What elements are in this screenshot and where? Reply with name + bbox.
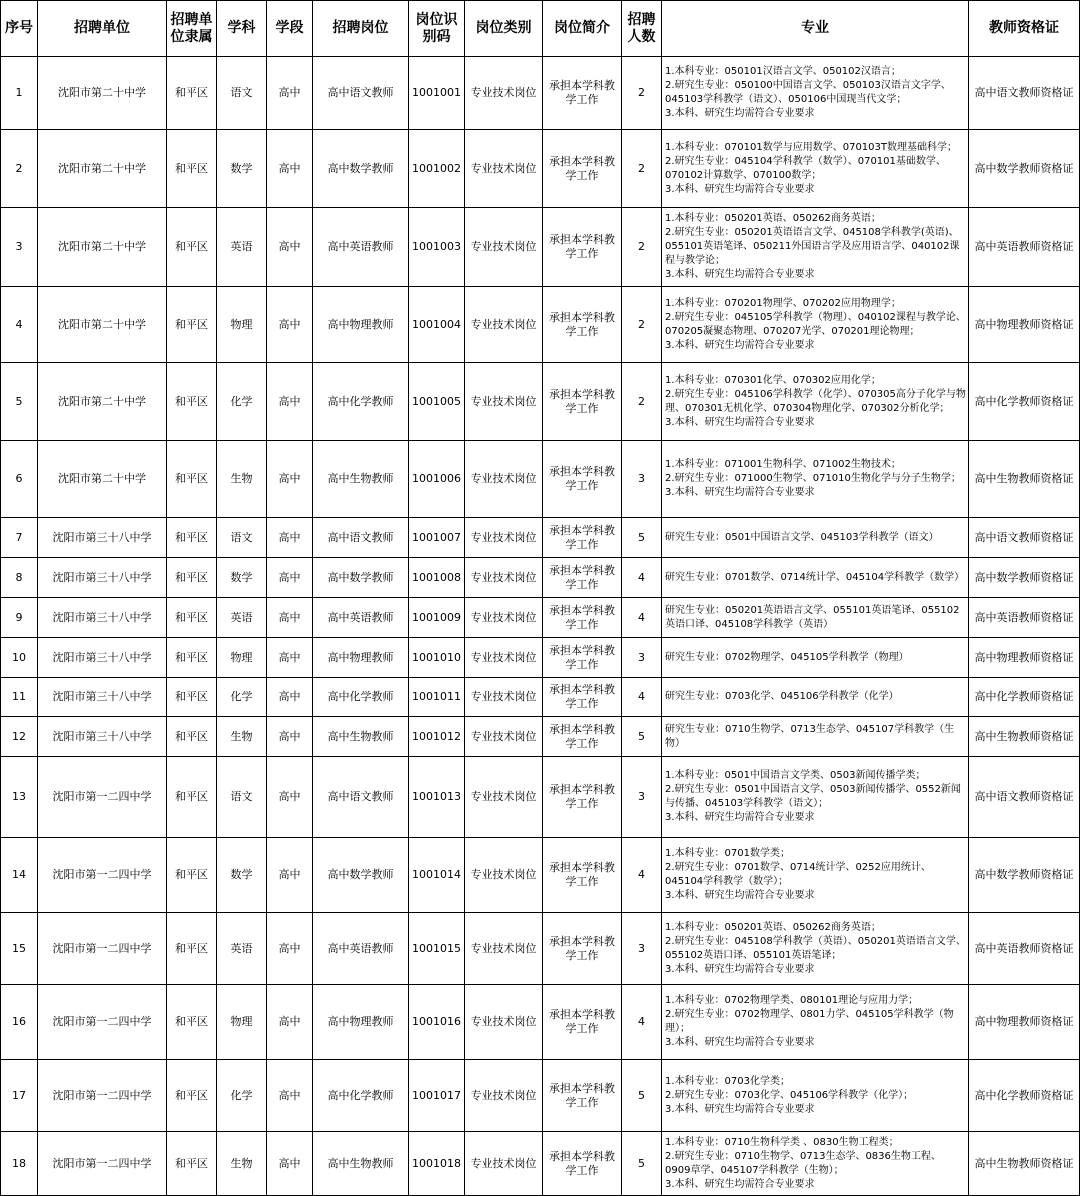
cell-position: 高中语文教师 <box>313 757 409 838</box>
cell-count: 4 <box>622 678 662 717</box>
cell-position: 高中数学教师 <box>313 558 409 598</box>
cell-district: 和平区 <box>167 638 217 678</box>
header-row <box>1 1 1080 57</box>
cell-code: 1001010 <box>409 638 465 678</box>
cell-brief: 承担本学科教学工作 <box>543 130 622 208</box>
cell-subject: 生物 <box>217 1132 267 1196</box>
cell-code: 1001003 <box>409 208 465 287</box>
cell-subject: 语文 <box>217 57 267 130</box>
cell-cert: 高中物理教师资格证 <box>969 985 1080 1060</box>
cell-stage: 高中 <box>267 363 313 441</box>
cell-category: 专业技术岗位 <box>465 57 543 130</box>
cell-position: 高中数学教师 <box>313 130 409 208</box>
cell-subject: 物理 <box>217 985 267 1060</box>
cell-major: 1.本科专业：0703化学类； 2.研究生专业：0703化学、045106学科教学（化学）； 3.本科、研究生均需符合专业要求 <box>662 1060 969 1132</box>
cell-brief: 承担本学科教学工作 <box>543 757 622 838</box>
cell-count: 5 <box>622 717 662 757</box>
cell-unit: 沈阳市第一二四中学 <box>38 985 167 1060</box>
header-seq: 序号 <box>1 1 38 57</box>
cell-stage: 高中 <box>267 518 313 558</box>
cell-subject: 英语 <box>217 598 267 638</box>
table-row <box>1 208 1080 287</box>
cell-major: 1.本科专业：0501中国语言文学类、0503新闻传播学类； 2.研究生专业：0501中国语言文学、0503新闻传播学、0552新闻与传播、045103学科教学（语文）； 3.本科、研究生均需符合专业要求 <box>662 757 969 838</box>
cell-position: 高中语文教师 <box>313 57 409 130</box>
cell-unit: 沈阳市第二十中学 <box>38 208 167 287</box>
table-row <box>1 678 1080 717</box>
cell-stage: 高中 <box>267 1132 313 1196</box>
cell-brief: 承担本学科教学工作 <box>543 518 622 558</box>
cell-brief: 承担本学科教学工作 <box>543 558 622 598</box>
cell-major: 1.本科专业：070201物理学、070202应用物理学； 2.研究生专业：045105学科教学（物理）、040102课程与教学论、070205凝聚态物理、070207光学、070201理论物理； 3.本科、研究生均需符合专业要求 <box>662 287 969 363</box>
cell-code: 1001014 <box>409 838 465 913</box>
cell-unit: 沈阳市第二十中学 <box>38 130 167 208</box>
table-row <box>1 757 1080 838</box>
cell-unit: 沈阳市第二十中学 <box>38 363 167 441</box>
cell-seq: 8 <box>1 558 38 598</box>
cell-count: 2 <box>622 287 662 363</box>
cell-stage: 高中 <box>267 130 313 208</box>
cell-unit: 沈阳市第三十八中学 <box>38 678 167 717</box>
cell-category: 专业技术岗位 <box>465 363 543 441</box>
cell-category: 专业技术岗位 <box>465 638 543 678</box>
cell-stage: 高中 <box>267 598 313 638</box>
table-row <box>1 985 1080 1060</box>
cell-subject: 数学 <box>217 130 267 208</box>
header-category: 岗位类别 <box>465 1 543 57</box>
cell-district: 和平区 <box>167 838 217 913</box>
cell-cert: 高中生物教师资格证 <box>969 1132 1080 1196</box>
cell-count: 3 <box>622 913 662 985</box>
cell-brief: 承担本学科教学工作 <box>543 678 622 717</box>
cell-unit: 沈阳市第二十中学 <box>38 57 167 130</box>
cell-code: 1001017 <box>409 1060 465 1132</box>
cell-major: 研究生专业：0703化学、045106学科教学（化学） <box>662 678 969 717</box>
cell-position: 高中化学教师 <box>313 1060 409 1132</box>
cell-position: 高中化学教师 <box>313 363 409 441</box>
cell-unit: 沈阳市第三十八中学 <box>38 638 167 678</box>
cell-seq: 17 <box>1 1060 38 1132</box>
cell-position: 高中英语教师 <box>313 598 409 638</box>
cell-position: 高中物理教师 <box>313 287 409 363</box>
cell-major: 研究生专业：0501中国语言文学、045103学科教学（语文） <box>662 518 969 558</box>
cell-major: 1.本科专业：0701数学类； 2.研究生专业：0701数学、0714统计学、0252应用统计、045104学科教学（数学）； 3.本科、研究生均需符合专业要求 <box>662 838 969 913</box>
cell-position: 高中生物教师 <box>313 441 409 518</box>
cell-position: 高中化学教师 <box>313 678 409 717</box>
cell-seq: 6 <box>1 441 38 518</box>
cell-brief: 承担本学科教学工作 <box>543 838 622 913</box>
cell-unit: 沈阳市第一二四中学 <box>38 913 167 985</box>
cell-stage: 高中 <box>267 558 313 598</box>
cell-cert: 高中化学教师资格证 <box>969 1060 1080 1132</box>
cell-code: 1001016 <box>409 985 465 1060</box>
cell-seq: 2 <box>1 130 38 208</box>
cell-cert: 高中生物教师资格证 <box>969 717 1080 757</box>
cell-category: 专业技术岗位 <box>465 441 543 518</box>
cell-stage: 高中 <box>267 717 313 757</box>
cell-stage: 高中 <box>267 678 313 717</box>
cell-category: 专业技术岗位 <box>465 598 543 638</box>
header-major: 专业 <box>662 1 969 57</box>
cell-code: 1001006 <box>409 441 465 518</box>
cell-category: 专业技术岗位 <box>465 757 543 838</box>
cell-seq: 14 <box>1 838 38 913</box>
cell-district: 和平区 <box>167 441 217 518</box>
cell-stage: 高中 <box>267 287 313 363</box>
cell-count: 5 <box>622 1060 662 1132</box>
cell-seq: 7 <box>1 518 38 558</box>
cell-seq: 10 <box>1 638 38 678</box>
cell-seq: 3 <box>1 208 38 287</box>
cell-seq: 18 <box>1 1132 38 1196</box>
cell-district: 和平区 <box>167 518 217 558</box>
cell-cert: 高中数学教师资格证 <box>969 558 1080 598</box>
cell-subject: 化学 <box>217 678 267 717</box>
cell-category: 专业技术岗位 <box>465 1060 543 1132</box>
cell-code: 1001001 <box>409 57 465 130</box>
cell-count: 4 <box>622 985 662 1060</box>
cell-major: 1.本科专业：050201英语、050262商务英语； 2.研究生专业：045108学科教学（英语）、050201英语语言文学、055102英语口译、055101英语笔译； 3.本科、研究生均需符合专业要求 <box>662 913 969 985</box>
cell-subject: 物理 <box>217 638 267 678</box>
cell-major: 研究生专业：0701数学、0714统计学、045104学科教学（数学） <box>662 558 969 598</box>
cell-unit: 沈阳市第一二四中学 <box>38 1060 167 1132</box>
cell-seq: 5 <box>1 363 38 441</box>
table-row <box>1 1132 1080 1196</box>
cell-stage: 高中 <box>267 208 313 287</box>
cell-count: 3 <box>622 757 662 838</box>
cell-count: 2 <box>622 363 662 441</box>
cell-subject: 化学 <box>217 1060 267 1132</box>
header-district: 招聘单位隶属 <box>167 1 217 57</box>
cell-subject: 物理 <box>217 287 267 363</box>
cell-count: 5 <box>622 1132 662 1196</box>
cell-unit: 沈阳市第三十八中学 <box>38 717 167 757</box>
table-row <box>1 363 1080 441</box>
cell-stage: 高中 <box>267 638 313 678</box>
cell-unit: 沈阳市第一二四中学 <box>38 838 167 913</box>
cell-seq: 1 <box>1 57 38 130</box>
cell-major: 1.本科专业：071001生物科学、071002生物技术； 2.研究生专业：071000生物学、071010生物化学与分子生物学； 3.本科、研究生均需符合专业要求 <box>662 441 969 518</box>
cell-count: 5 <box>622 518 662 558</box>
cell-subject: 数学 <box>217 838 267 913</box>
header-brief: 岗位简介 <box>543 1 622 57</box>
cell-subject: 英语 <box>217 208 267 287</box>
cell-district: 和平区 <box>167 558 217 598</box>
cell-cert: 高中英语教师资格证 <box>969 208 1080 287</box>
header-cert: 教师资格证 <box>969 1 1080 57</box>
cell-cert: 高中化学教师资格证 <box>969 678 1080 717</box>
cell-seq: 15 <box>1 913 38 985</box>
cell-unit: 沈阳市第二十中学 <box>38 287 167 363</box>
cell-code: 1001002 <box>409 130 465 208</box>
cell-stage: 高中 <box>267 441 313 518</box>
cell-count: 2 <box>622 208 662 287</box>
cell-cert: 高中英语教师资格证 <box>969 913 1080 985</box>
cell-brief: 承担本学科教学工作 <box>543 287 622 363</box>
cell-major: 1.本科专业：050201英语、050262商务英语； 2.研究生专业：050201英语语言文学、045108学科教学(英语)、055101英语笔译、050211外国语言学及应用语言学、040102课程与教学论； 3.本科、研究生均需符合专业要求 <box>662 208 969 287</box>
cell-cert: 高中语文教师资格证 <box>969 518 1080 558</box>
table-row <box>1 838 1080 913</box>
cell-subject: 化学 <box>217 363 267 441</box>
cell-subject: 生物 <box>217 717 267 757</box>
cell-cert: 高中化学教师资格证 <box>969 363 1080 441</box>
cell-code: 1001004 <box>409 287 465 363</box>
cell-category: 专业技术岗位 <box>465 558 543 598</box>
cell-stage: 高中 <box>267 57 313 130</box>
cell-subject: 生物 <box>217 441 267 518</box>
cell-seq: 4 <box>1 287 38 363</box>
cell-brief: 承担本学科教学工作 <box>543 441 622 518</box>
cell-stage: 高中 <box>267 838 313 913</box>
table-row <box>1 558 1080 598</box>
cell-count: 2 <box>622 130 662 208</box>
cell-stage: 高中 <box>267 1060 313 1132</box>
cell-district: 和平区 <box>167 678 217 717</box>
cell-cert: 高中物理教师资格证 <box>969 287 1080 363</box>
cell-code: 1001005 <box>409 363 465 441</box>
table-row <box>1 57 1080 130</box>
cell-major: 1.本科专业：070101数学与应用数学、070103T数理基础科学； 2.研究生专业：045104学科教学（数学）、070101基础数学、070102计算数学、070100数学； 3.本科、研究生均需符合专业要求 <box>662 130 969 208</box>
cell-major: 1.本科专业：0710生物科学类 、0830生物工程类； 2.研究生专业：0710生物学、0713生态学、0836生物工程、0909草学、045107学科教学（生物）； 3.本科、研究生均需符合专业要求 <box>662 1132 969 1196</box>
table-row <box>1 638 1080 678</box>
cell-count: 2 <box>622 57 662 130</box>
cell-code: 1001012 <box>409 717 465 757</box>
cell-seq: 13 <box>1 757 38 838</box>
cell-category: 专业技术岗位 <box>465 985 543 1060</box>
cell-stage: 高中 <box>267 913 313 985</box>
table-row <box>1 518 1080 558</box>
cell-brief: 承担本学科教学工作 <box>543 1132 622 1196</box>
cell-code: 1001015 <box>409 913 465 985</box>
table-row <box>1 913 1080 985</box>
cell-count: 4 <box>622 838 662 913</box>
cell-cert: 高中英语教师资格证 <box>969 598 1080 638</box>
cell-position: 高中生物教师 <box>313 1132 409 1196</box>
cell-unit: 沈阳市第三十八中学 <box>38 518 167 558</box>
cell-position: 高中语文教师 <box>313 518 409 558</box>
cell-position: 高中英语教师 <box>313 913 409 985</box>
table-row <box>1 717 1080 757</box>
table-body <box>1 57 1080 1196</box>
cell-major: 1.本科专业：070301化学、070302应用化学； 2.研究生专业：045106学科教学（化学）、070305高分子化学与物理、070301无机化学、070304物理化学、070302分析化学； 3.本科、研究生均需符合专业要求 <box>662 363 969 441</box>
cell-stage: 高中 <box>267 757 313 838</box>
cell-code: 1001013 <box>409 757 465 838</box>
cell-cert: 高中数学教师资格证 <box>969 838 1080 913</box>
cell-unit: 沈阳市第三十八中学 <box>38 598 167 638</box>
cell-district: 和平区 <box>167 757 217 838</box>
cell-seq: 9 <box>1 598 38 638</box>
cell-major: 1.本科专业：050101汉语言文学、050102汉语言； 2.研究生专业：050100中国语言文学、050103汉语言文字学、045103学科教学（语文）、050106中国现当代文学； 3.本科、研究生均需符合专业要求 <box>662 57 969 130</box>
cell-brief: 承担本学科教学工作 <box>543 717 622 757</box>
cell-district: 和平区 <box>167 1132 217 1196</box>
header-code: 岗位识别码 <box>409 1 465 57</box>
cell-category: 专业技术岗位 <box>465 913 543 985</box>
cell-cert: 高中语文教师资格证 <box>969 57 1080 130</box>
cell-unit: 沈阳市第一二四中学 <box>38 757 167 838</box>
cell-position: 高中物理教师 <box>313 985 409 1060</box>
cell-code: 1001008 <box>409 558 465 598</box>
table-row <box>1 130 1080 208</box>
cell-brief: 承担本学科教学工作 <box>543 913 622 985</box>
cell-subject: 英语 <box>217 913 267 985</box>
cell-subject: 数学 <box>217 558 267 598</box>
table-row <box>1 287 1080 363</box>
cell-seq: 11 <box>1 678 38 717</box>
cell-brief: 承担本学科教学工作 <box>543 638 622 678</box>
cell-category: 专业技术岗位 <box>465 1132 543 1196</box>
header-subject: 学科 <box>217 1 267 57</box>
cell-position: 高中数学教师 <box>313 838 409 913</box>
cell-brief: 承担本学科教学工作 <box>543 57 622 130</box>
cell-count: 3 <box>622 441 662 518</box>
cell-category: 专业技术岗位 <box>465 838 543 913</box>
cell-cert: 高中生物教师资格证 <box>969 441 1080 518</box>
cell-subject: 语文 <box>217 518 267 558</box>
cell-count: 3 <box>622 638 662 678</box>
cell-seq: 12 <box>1 717 38 757</box>
cell-code: 1001007 <box>409 518 465 558</box>
cell-brief: 承担本学科教学工作 <box>543 598 622 638</box>
cell-unit: 沈阳市第三十八中学 <box>38 558 167 598</box>
cell-district: 和平区 <box>167 363 217 441</box>
cell-cert: 高中数学教师资格证 <box>969 130 1080 208</box>
cell-position: 高中生物教师 <box>313 717 409 757</box>
cell-major: 研究生专业：050201英语语言文学、055101英语笔译、055102英语口译、045108学科教学（英语） <box>662 598 969 638</box>
cell-code: 1001009 <box>409 598 465 638</box>
cell-major: 1.本科专业：0702物理学类、080101理论与应用力学； 2.研究生专业：0702物理学、0801力学、045105学科教学（物理）； 3.本科、研究生均需符合专业要求 <box>662 985 969 1060</box>
cell-district: 和平区 <box>167 913 217 985</box>
cell-district: 和平区 <box>167 717 217 757</box>
cell-district: 和平区 <box>167 985 217 1060</box>
table-row <box>1 441 1080 518</box>
header-position: 招聘岗位 <box>313 1 409 57</box>
table-row <box>1 598 1080 638</box>
cell-major: 研究生专业：0702物理学、045105学科教学（物理） <box>662 638 969 678</box>
cell-seq: 16 <box>1 985 38 1060</box>
header-count: 招聘人数 <box>622 1 662 57</box>
cell-count: 4 <box>622 558 662 598</box>
header-unit: 招聘单位 <box>38 1 167 57</box>
cell-category: 专业技术岗位 <box>465 130 543 208</box>
cell-subject: 语文 <box>217 757 267 838</box>
cell-brief: 承担本学科教学工作 <box>543 1060 622 1132</box>
cell-unit: 沈阳市第一二四中学 <box>38 1132 167 1196</box>
header-stage: 学段 <box>267 1 313 57</box>
cell-district: 和平区 <box>167 287 217 363</box>
cell-position: 高中英语教师 <box>313 208 409 287</box>
cell-cert: 高中物理教师资格证 <box>969 638 1080 678</box>
cell-major: 研究生专业：0710生物学、0713生态学、045107学科教学（生物） <box>662 717 969 757</box>
cell-stage: 高中 <box>267 985 313 1060</box>
cell-district: 和平区 <box>167 130 217 208</box>
cell-category: 专业技术岗位 <box>465 518 543 558</box>
cell-district: 和平区 <box>167 57 217 130</box>
cell-category: 专业技术岗位 <box>465 678 543 717</box>
cell-district: 和平区 <box>167 208 217 287</box>
cell-count: 4 <box>622 598 662 638</box>
cell-brief: 承担本学科教学工作 <box>543 363 622 441</box>
cell-code: 1001011 <box>409 678 465 717</box>
cell-brief: 承担本学科教学工作 <box>543 208 622 287</box>
table-row <box>1 1060 1080 1132</box>
cell-unit: 沈阳市第二十中学 <box>38 441 167 518</box>
cell-district: 和平区 <box>167 598 217 638</box>
cell-category: 专业技术岗位 <box>465 287 543 363</box>
cell-brief: 承担本学科教学工作 <box>543 985 622 1060</box>
cell-district: 和平区 <box>167 1060 217 1132</box>
cell-category: 专业技术岗位 <box>465 208 543 287</box>
cell-code: 1001018 <box>409 1132 465 1196</box>
cell-position: 高中物理教师 <box>313 638 409 678</box>
cell-cert: 高中语文教师资格证 <box>969 757 1080 838</box>
cell-category: 专业技术岗位 <box>465 717 543 757</box>
